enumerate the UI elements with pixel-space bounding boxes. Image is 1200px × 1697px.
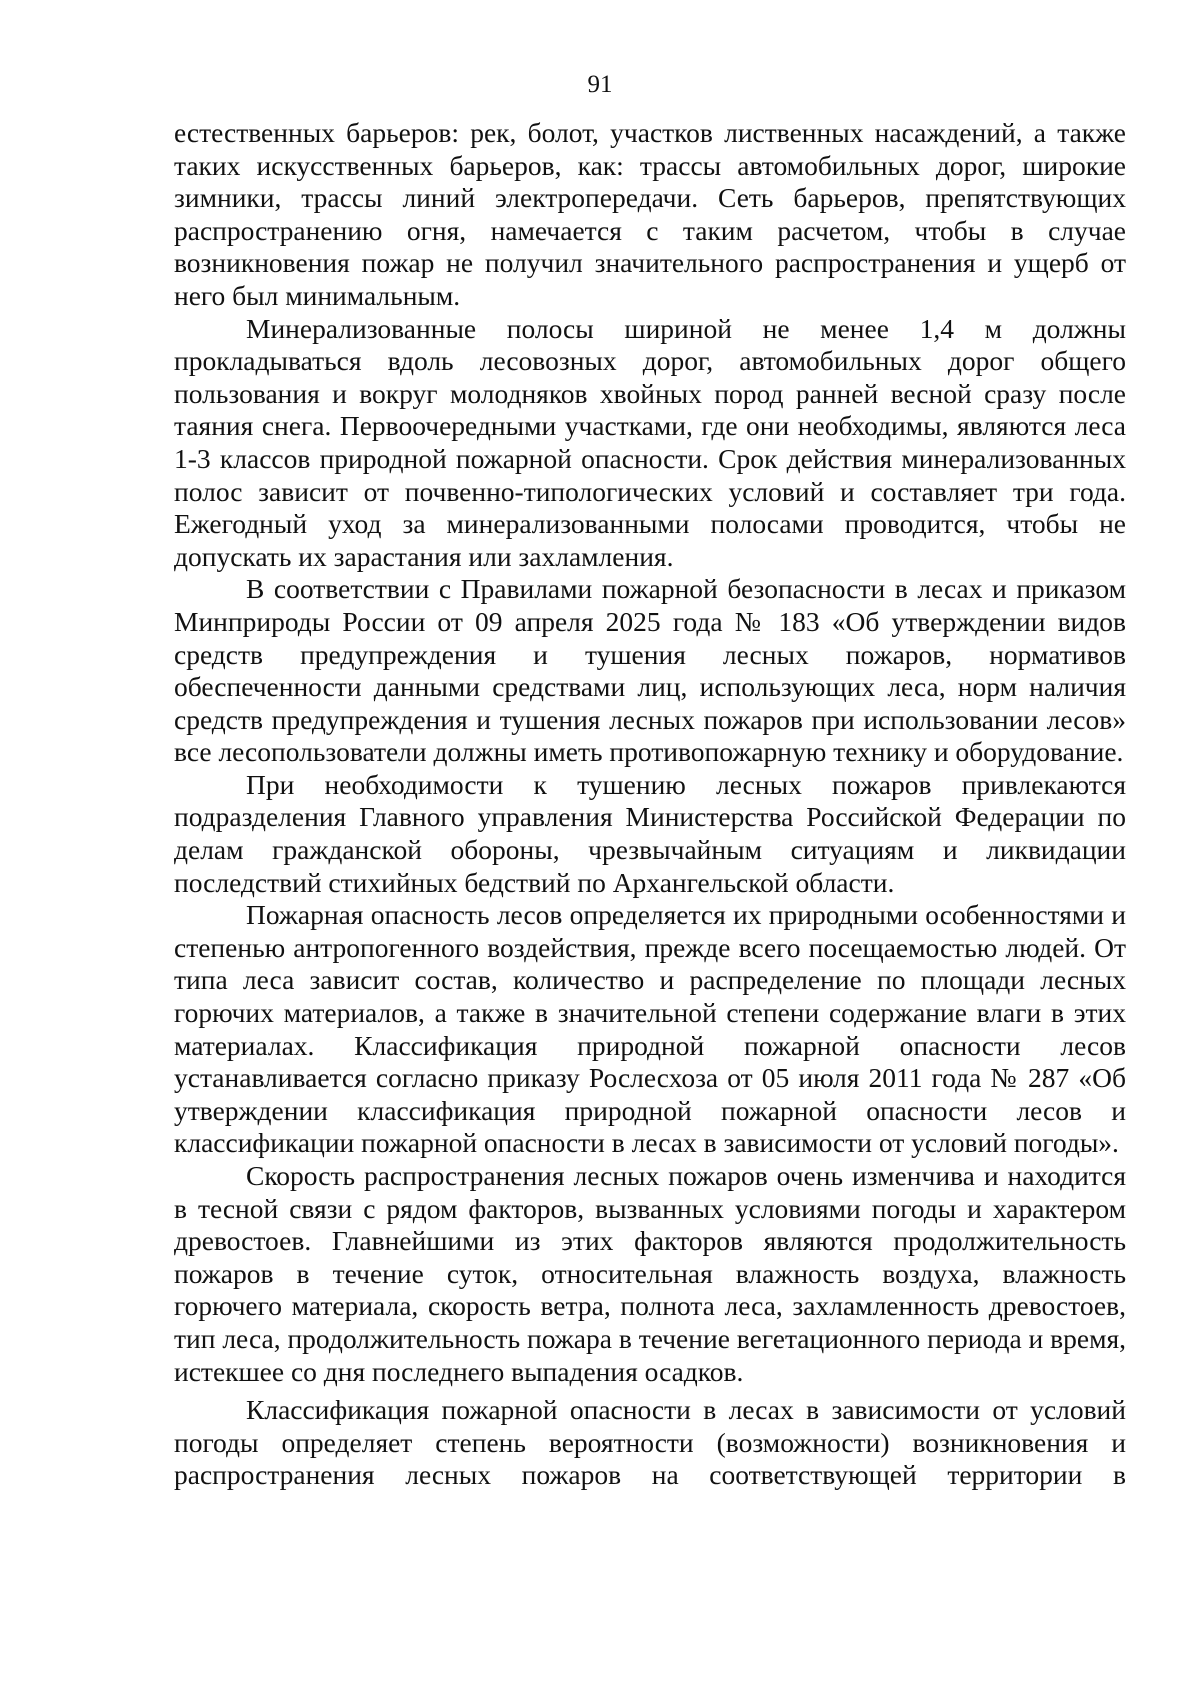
page-number: 91 xyxy=(587,71,613,98)
paragraph-weather-classification: Классификация пожарной опасности в лесах в зависимости от условий погоды определяет степень вероятности (возможности) возникновения и распространения лесных пожаров на соответствующей территории в xyxy=(174,1394,1126,1491)
paragraph-emergency-units: При необходимости к тушению лесных пожаров привлекаются подразделения Главного управления Министерства Российской Федерации по делам гражданской обороны, чрезвычайным ситуациям и ликвидации последствий стихийных бедствий по Архангельской области. xyxy=(174,768,1126,898)
paragraph-spread-speed: Скорость распространения лесных пожаров очень изменчива и находится в тесной связи с рядом факторов, вызванных условиями погоды и характером древостоев. Главнейшими из этих факторов являются продолжительность пожаров в течение суток, относительная влажность воздуха, влажность горючего материала, скорость ветра, полнота леса, захламленность древостоев, тип леса, продолжительность пожара в течение вегетационного периода и время, истекшее со дня последнего выпадения осадков. xyxy=(174,1160,1126,1387)
paragraph-fire-danger: Пожарная опасность лесов определяется их природными особенностями и степенью антропогенного воздействия, прежде всего посещаемостью людей. От типа леса зависит состав, количество и распределение по площади лесных горючих материалов, а также в значительной степени содержание влаги в этих материалах. Классификация природной пожарной опасности лесов устанавливается согласно приказу Рослесхоза от 05 июля 2011 года № 287 «Об утверждении классификация природной пожарной опасности лесов и классификации пожарной опасности в лесах в зависимости от условий погоды». xyxy=(174,899,1126,1159)
paragraph-fire-safety-rules: В соответствии с Правилами пожарной безопасности в лесах и приказом Минприроды России от 09 апреля 2025 года № 183 «Об утверждении видов средств предупреждения и тушения лесных пожаров, нормативов обеспеченности данными средствами лиц, использующих леса, норм наличия средств предупреждения и тушения лесных пожаров при использовании лесов» все лесопользователи должны иметь противопожарную технику и оборудование. xyxy=(174,573,1126,768)
paragraph-barriers-continuation: естественных барьеров: рек, болот, участков лиственных насаждений, а также таких искусственных барьеров, как: трассы автомобильных дорог, широкие зимники, трассы линий электропередачи. Сеть барьеров, препятствующих распространению огня, намечается с таким расчетом, чтобы в случае возникновения пожар не получил значительного распространения и ущерб от него был минимальным. xyxy=(174,117,1126,311)
document-body xyxy=(174,117,1126,1492)
paragraph-mineralized-strips: Минерализованные полосы шириной не менее 1,4 м должны прокладываться вдоль лесовозных дорог, автомобильных дорог общего пользования и вокруг молодняков хвойных пород ранней весной сразу после таяния снега. Первоочередными участками, где они необходимы, являются леса 1-3 классов природной пожарной опасности. Срок действия минерализованных полос зависит от почвенно-типологических условий и составляет три года. Ежегодный уход за минерализованными полосами проводится, чтобы не допускать их зарастания или захламления. xyxy=(174,312,1126,572)
